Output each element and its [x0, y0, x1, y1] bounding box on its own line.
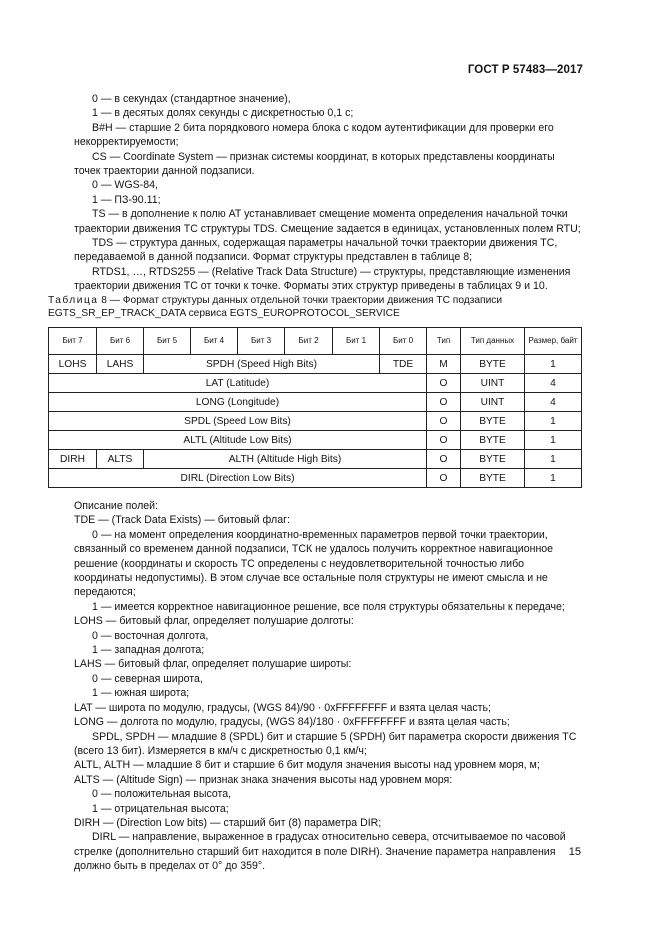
table-cell: LOHS [49, 355, 97, 374]
paragraph: SPDL, SPDH — младшие 8 (SPDL) бит и старшие 5 (SPDH) бит параметра скорости движения ТС (всего 13 бит). Измеряется в км/ч с дискретностью 0,1 км/ч; [74, 730, 577, 757]
paragraph: DIRL — направление, выраженное в градусах относительно севера, отсчитываемое по часовой стрелке (дополнительно старший бит находится в поле DIRH). Значение параметра направления должно быть в пределах от 0° до 359°. [74, 831, 566, 873]
list-item: 0 — положительная высота, [92, 788, 232, 801]
fields-description [74, 499, 582, 874]
column-header: Бит 2 [285, 328, 333, 355]
table-cell: DIRL (Direction Low Bits) [49, 469, 427, 488]
table-cell: ALTH (Altitude High Bits) [144, 450, 427, 469]
table-cell: 1 [525, 469, 582, 488]
intro-section [74, 92, 582, 294]
page-number: 15 [568, 846, 581, 858]
table-cell: UINT [461, 374, 525, 393]
paragraph: B#H — старшие 2 бита порядкового номера блока с кодом аутентификации для проверки его некорректируемости; [74, 121, 554, 149]
column-header: Тип данных [461, 328, 525, 355]
table-caption [48, 294, 588, 320]
column-header: Бит 7 [49, 328, 97, 355]
table-cell: LAT (Latitude) [49, 374, 427, 393]
table-cell: SPDH (Speed High Bits) [144, 355, 380, 374]
table-cell: SPDL (Speed Low Bits) [49, 412, 427, 431]
column-header: Бит 0 [380, 328, 427, 355]
table-cell: ALTL (Altitude Low Bits) [49, 431, 427, 450]
table-cell: TDE [380, 355, 427, 374]
table-cell: ALTS [97, 450, 144, 469]
list-item: 0 — восточная долгота, [92, 629, 209, 642]
table-cell: 4 [525, 374, 582, 393]
column-header: Бит 3 [238, 328, 285, 355]
list-item: 0 — WGS-84, [92, 179, 158, 192]
table-cell: 1 [525, 412, 582, 431]
table-cell: O [427, 450, 461, 469]
table-cell: O [427, 393, 461, 412]
paragraph: CS — Coordinate System — признак системы координат, в которых представлены координаты точек траектории данной подзаписи. [74, 150, 555, 178]
table-row [49, 431, 582, 450]
table-cell: O [427, 374, 461, 393]
paragraph: RTDS1, …, RTDS255 — (Relative Track Data Structure) — структуры, представляющие изменения траектории движения ТС от точки к точке. Форматы этих структур приведены в таблицах 9 и 10. [74, 265, 571, 293]
list-item: 1 — имеется корректное навигационное решение, все поля структуры обязательны к передаче; [92, 600, 565, 613]
table-cell: 1 [525, 355, 582, 374]
table-cell: M [427, 355, 461, 374]
table-cell: BYTE [461, 450, 525, 469]
paragraph: ALTL, ALTH — младшие 8 бит и старшие 6 бит модуля значения высоты над уровнем моря, м; [74, 759, 540, 772]
list-item: 1 — южная широта; [92, 687, 190, 700]
structure-table [48, 327, 582, 488]
table-cell: BYTE [461, 355, 525, 374]
paragraph: ALTS — (Altitude Sign) — признак знака значения высоты над уровнем моря: [74, 773, 453, 786]
list-item: 1 — в десятых долях секунды с дискретностью 0,1 с; [92, 107, 354, 120]
paragraph: 0 — на момент определения координатно-временных параметров первой точки траектории, связанный со временем данной подзаписи, ТСК не удалось получить корректное навигационное решение (координаты и скорость ТС определены с неудовлетворительной точностью либо координаты недопустимы). В этом случае все остальные поля структуры не имеют смысла и не передаются; [74, 528, 554, 599]
paragraph: TDS — структура данных, содержащая параметры начальной точки траектории движения ТС, передаваемой в данной подзаписи. Формат структуры представлен в таблице 8; [74, 237, 558, 264]
table-cell: BYTE [461, 412, 525, 431]
table-header-row [49, 328, 582, 355]
table-row [49, 393, 582, 412]
table-cell: BYTE [461, 469, 525, 488]
list-item: 1 — отрицательная высота; [92, 802, 229, 815]
table-cell: O [427, 431, 461, 450]
column-header: Бит 5 [144, 328, 191, 355]
column-header: Бит 1 [333, 328, 380, 355]
standard-number: ГОСТ Р 57483—2017 [467, 64, 583, 76]
table-cell: 1 [525, 450, 582, 469]
paragraph: TDE — (Track Data Exists) — битовый флаг: [74, 514, 290, 527]
table-row [49, 450, 582, 469]
column-header: Размер, байт [525, 328, 582, 355]
paragraph: LONG — долгота по модулю, градусы, (WGS 84)/180 · 0xFFFFFFFF и взята целая часть; [74, 716, 510, 729]
table-cell: DIRH [49, 450, 97, 469]
paragraph: TS — в дополнение к полю AT устанавливает смещение момента определения начальной точки траектории движения ТС структуры TDS. Смещение задается в единицах, установленных полем RTU; [74, 208, 581, 235]
paragraph: DIRH — (Direction Low bits) — старший бит (8) параметра DIR; [74, 816, 382, 829]
table-cell: BYTE [461, 431, 525, 450]
paragraph: Описание полей: [74, 500, 159, 512]
table-row [49, 355, 582, 374]
paragraph: LAT — широта по модулю, градусы, (WGS 84)/90 · 0xFFFFFFFF и взята целая часть; [74, 701, 491, 714]
list-item: 1 — ПЗ-90.11; [92, 193, 161, 206]
paragraph: LAHS — битовый флаг, определяет полушарие широты: [74, 658, 352, 671]
table-cell: O [427, 412, 461, 431]
list-item: 0 — северная широта, [92, 672, 203, 685]
column-header: Тип [427, 328, 461, 355]
list-item: 1 — западная долгота; [92, 644, 205, 657]
table-cell: 1 [525, 431, 582, 450]
table-row [49, 469, 582, 488]
table-caption-text: 8 — Формат структуры данных отдельной точки траектории движения ТС подзаписи EGTS_SR_EP_TRACK_DATA сервиса EGTS_EUROPROTOCOL_SERVICE [48, 295, 503, 319]
table-cell: UINT [461, 393, 525, 412]
table-row [49, 412, 582, 431]
column-header: Бит 4 [191, 328, 238, 355]
table-cell: LONG (Longitude) [49, 393, 427, 412]
table-cell: 4 [525, 393, 582, 412]
table-cell: LAHS [97, 355, 144, 374]
column-header: Бит 6 [97, 328, 144, 355]
paragraph: LOHS — битовый флаг, определяет полушарие долготы: [74, 615, 354, 628]
table-cell: O [427, 469, 461, 488]
table-row [49, 374, 582, 393]
list-item: 0 — в секундах (стандартное значение), [92, 93, 291, 105]
table-caption-label: Таблица [48, 295, 99, 306]
